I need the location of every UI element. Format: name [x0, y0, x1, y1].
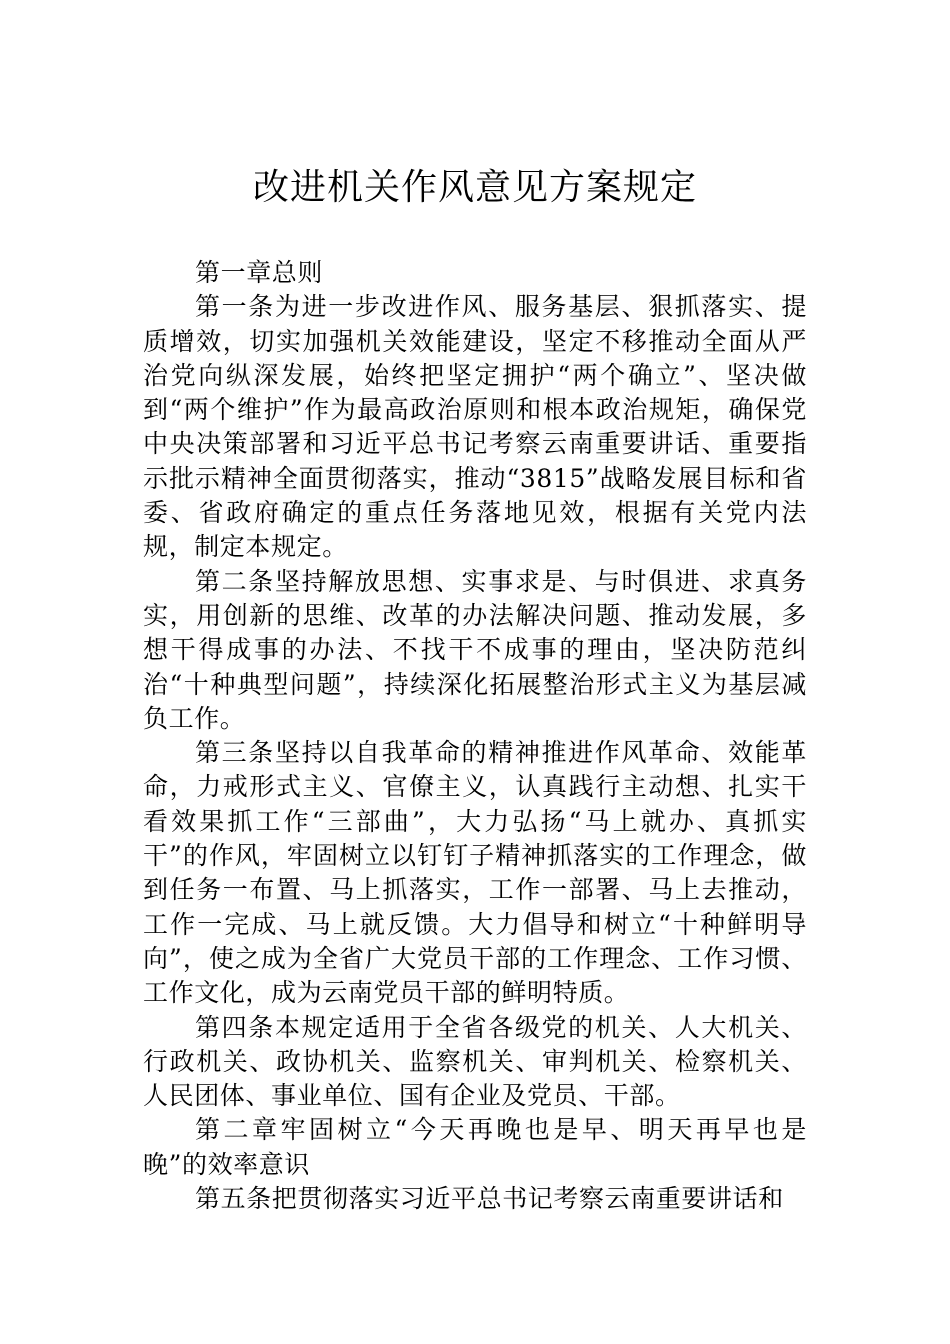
document-title: 改进机关作风意见方案规定: [252, 167, 697, 208]
article-3-paragraph: 第三条坚持以自我革命的精神推进作风革命、效能革命，力戒形式主义、官僚主义，认真践行主动想、扎实干看效果抓工作“三部曲”，大力弘扬“马上就办、真抓实干”的作风，牢固树立以钉钉子精神抓落实的工作理念，做到任务一布置、马上抓落实，工作一部署、马上去推动，工作一完成、马上就反馈。大力倡导和树立“十种鲜明导向”，使之成为全省广大党员干部的工作理念、工作习惯、工作文化，成为云南党员干部的鲜明特质。: [143, 738, 807, 1008]
article-5-paragraph: 第五条把贯彻落实习近平总书记考察云南重要讲话和: [195, 1184, 784, 1214]
chapter-heading-efficiency: 第二章牢固树立“今天再晚也是早、明天再早也是晚”的效率意识: [143, 1115, 807, 1179]
article-1-paragraph: 第一条为进一步改进作风、服务基层、狠抓落实、提质增效，切实加强机关效能建设，坚定不移推动全面从严治党向纵深发展，始终把坚定拥护“两个确立”、坚决做到“两个维护”作为最高政治原则和根本政治规矩，确保党中央决策部署和习近平总书记考察云南重要讲话、重要指示批示精神全面贯彻落实，推动“3815”战略发展目标和省委、省政府确定的重点任务落地见效，根据有关党内法规，制定本规定。: [143, 292, 807, 562]
document-body: [143, 256, 807, 1216]
article-2-paragraph: 第二条坚持解放思想、实事求是、与时俱进、求真务实，用创新的思维、改革的办法解决问题、推动发展，多想干得成事的办法、不找干不成事的理由，坚决防范纠治“十种典型问题”，持续深化拓展整治形式主义为基层减负工作。: [143, 566, 807, 733]
chapter-heading-general: 第一章总则: [195, 258, 324, 287]
article-4-paragraph: 第四条本规定适用于全省各级党的机关、人大机关、行政机关、政协机关、监察机关、审判机关、检察机关、人民团体、事业单位、国有企业及党员、干部。: [143, 1012, 807, 1111]
